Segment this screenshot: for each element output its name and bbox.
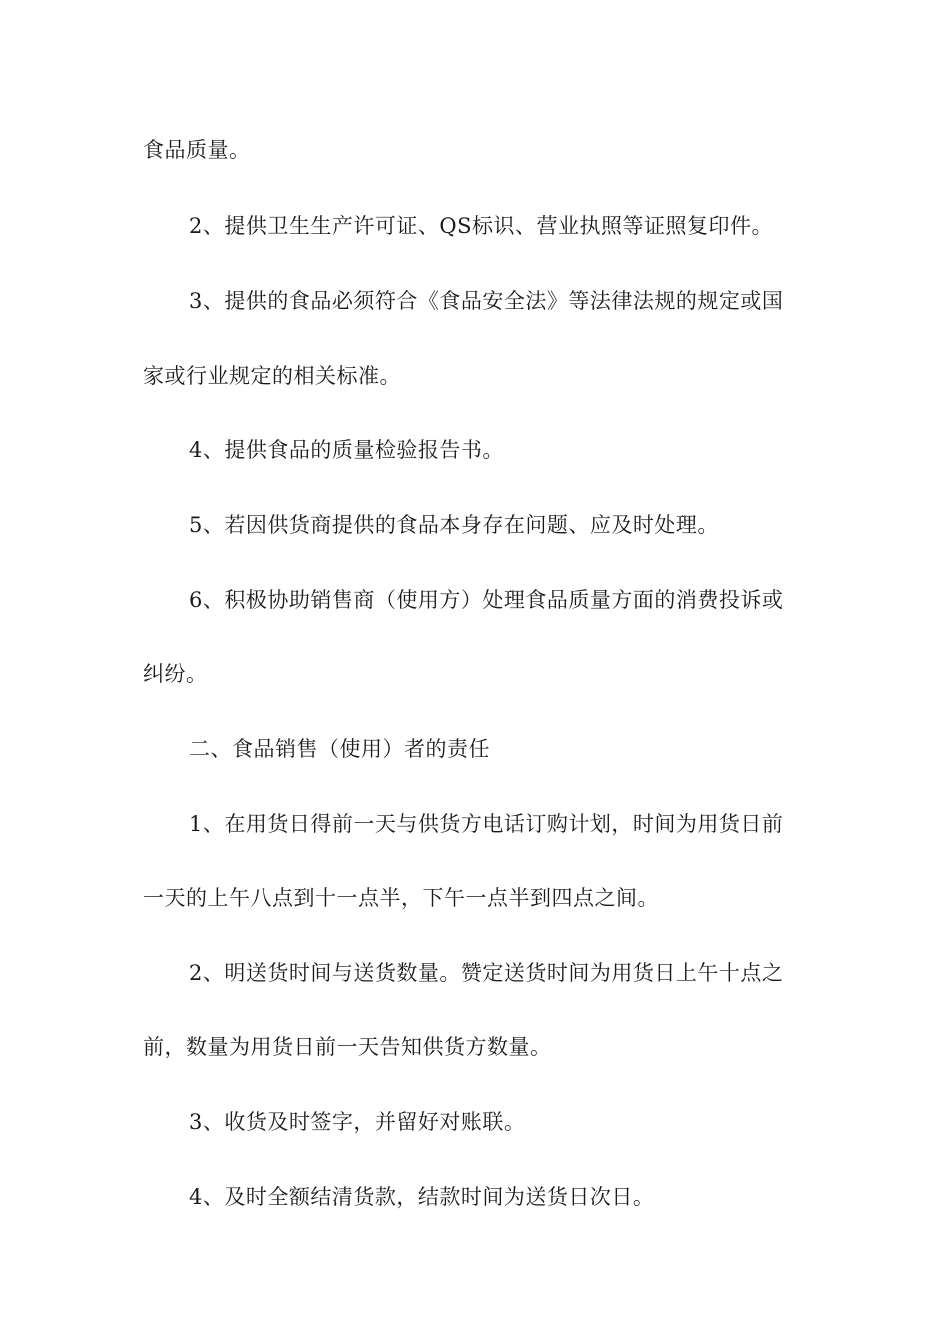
text-line: 4、及时全额结清货款，结款时间为送货日次日。 [189, 1185, 655, 1209]
text-line: 3、收货及时签字，并留好对账联。 [189, 1110, 526, 1134]
text-line: 一天的上午八点到十一点半，下午一点半到四点之间。 [143, 886, 659, 910]
text-line: 5、若因供货商提供的食品本身存在问题、应及时处理。 [189, 513, 719, 537]
section-heading: 二、食品销售（使用）者的责任 [189, 737, 490, 761]
text-line: 3、提供的食品必须符合《食品安全法》等法律法规的规定或国 [189, 289, 784, 313]
text-line: 6、积极协助销售商（使用方）处理食品质量方面的消费投诉或 [189, 588, 784, 612]
text-line: 1、在用货日得前一天与供货方电话订购计划，时间为用货日前 [189, 812, 784, 836]
text-line: 4、提供食品的质量检验报告书。 [189, 438, 504, 462]
text-line: 纠纷。 [143, 662, 208, 686]
text-line: 前，数量为用货日前一天告知供货方数量。 [143, 1035, 552, 1059]
text-line: 家或行业规定的相关标准。 [143, 364, 401, 388]
text-line: 2、明送货时间与送货数量。赞定送货时间为用货日上午十点之 [189, 961, 784, 985]
text-line: 食品质量。 [143, 138, 251, 162]
text-line: 2、提供卫生生产许可证、QS标识、营业执照等证照复印件。 [189, 214, 773, 238]
